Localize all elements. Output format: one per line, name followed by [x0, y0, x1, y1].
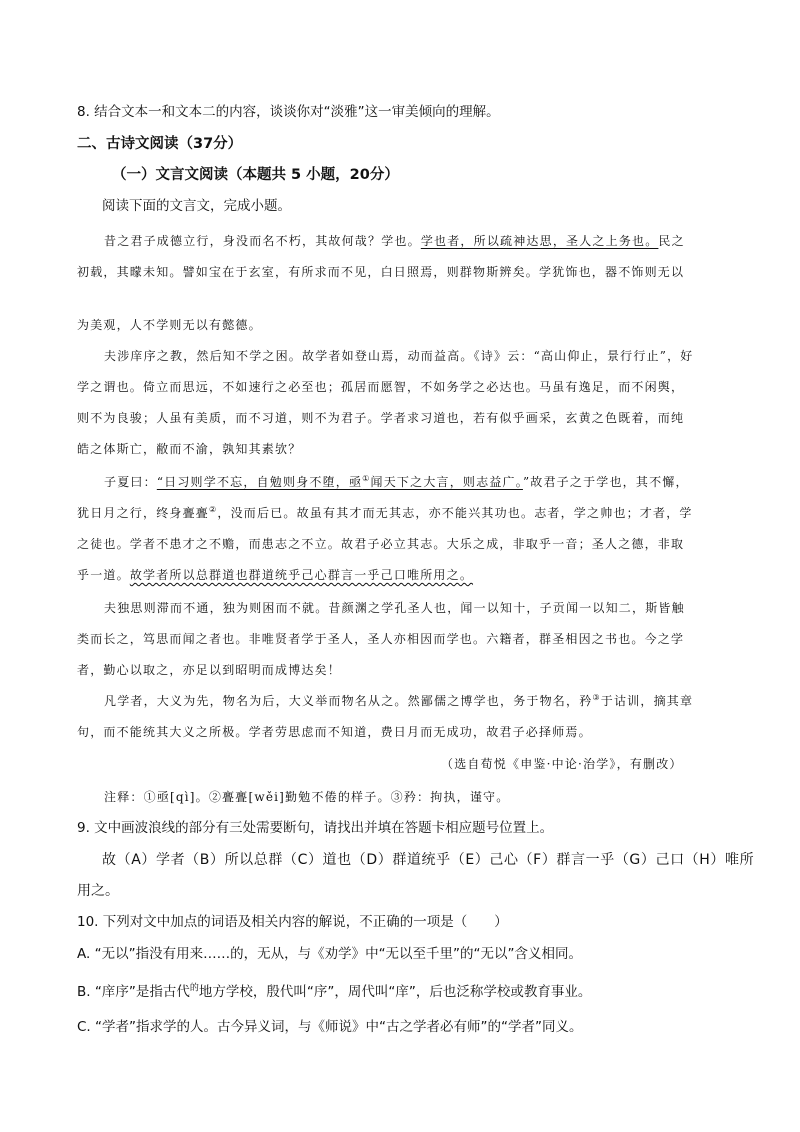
passage-p3-line4: [77, 565, 473, 585]
p3-quote-part2: 闻天下之大言，则志益广。: [370, 475, 523, 489]
wavy-underlined-sentence: 故学者所以总群道也群道统乎己心群言一乎己口唯所用之。: [129, 568, 474, 582]
p3-speaker: 子夏曰：: [104, 475, 157, 489]
passage-p2-line3: 则不为良骏；人虽有美质，而不习道，则不为君子。学者求习道也，若有似乎画采，玄黄之色既着，而纯: [77, 411, 685, 425]
p3-line4-a: 乎一道。: [77, 568, 130, 582]
passage-p2-line2: 学之谓也。倚立而思远，不如速行之必至也；孤居而愿智，不如务学之必达也。马虽有逸足，而不闲舆，: [77, 380, 685, 394]
footnote-marker-3: ③: [592, 693, 601, 702]
passage-p2-line1: 夫涉庠序之教，然后知不学之困。故学者如登山焉，动而益高。《诗》云：“高山仰止，景行行止”，好: [104, 349, 694, 363]
passage-p5-line1: [104, 691, 693, 711]
option-c[interactable]: [77, 1017, 582, 1037]
passage-p4-line1: 夫独思则滞而不通，独为则困而不就。昔颜渊之学孔圣人也，闻一以知十，子贡闻一以知二，斯皆触: [104, 601, 685, 615]
p3-line2-b: ，没而后已。故虽有其才而无其志，亦不能兴其功也。志者，学之帅也；才者，学: [217, 506, 693, 520]
p3-line2-a: 犹日月之行，终身亹亹: [77, 506, 210, 520]
passage-p1-line3: 为美观，人不学则无以有懿德。: [77, 318, 262, 332]
question-9-line2: 用之。: [77, 883, 119, 899]
section-title: 二、古诗文阅读（37分）: [77, 136, 243, 152]
question-9-line1: 故（A）学者（B）所以总群（C）道也（D）群道统乎（E）己心（F）群言一乎（G）己口（H）唯所: [102, 852, 755, 868]
passage-source: （选自荀悦《申鉴·中论·治学》，有删改）: [441, 757, 683, 771]
passage-p4-line3: 者，勤心以取之，亦足以到昭明而成博达矣！: [77, 663, 342, 677]
option-b-text-b: 地方学校，殷代叫“序”，周代叫“庠”，后也泛称学校或教育事业。: [198, 984, 592, 1000]
option-b[interactable]: [77, 982, 591, 1002]
passage-p1-line1: [104, 231, 685, 251]
question-9-stem: 9. 文中画波浪线的部分有三处需要断句，请找出并填在答题卡相应题号位置上。: [77, 820, 554, 836]
passage-p4-line2: 类而长之，笃思而闻之者也。非唯贤者学于圣人，圣人亦相因而学也。六籍者，群圣相因之书也。今之学: [77, 632, 685, 646]
subsection-title: （一）文言文阅读（本题共 5 小题，20分）: [112, 167, 399, 183]
option-c-text: C. “学者”指求学的人。古今异义词，与《师说》中“古之学者必有师”的“学者”同义。: [77, 1019, 583, 1035]
p3-underlined-quote: [157, 475, 523, 489]
option-a-text: A. “无以”指没有用来……的，无从，与《劝学》中“无以至千里”的“无以”含义相同。: [77, 946, 583, 962]
footnote-marker-2: ②: [209, 505, 218, 514]
p5-line1-a: 凡学者，大义为先，物名为后，大义举而物名从之。然鄙儒之博学也，务于物名，矜: [104, 694, 593, 708]
question-8: 8. 结合文本一和文本二的内容，谈谈你对“淡雅”这一审美倾向的理解。: [77, 104, 500, 120]
passage-p3-line1: [104, 472, 689, 492]
passage-p3-line3: 之徒也。学者不患才之不赡，而患志之不立。故君子必立其志。大乐之成，非取乎一音；圣人之德，非取: [77, 537, 685, 551]
p3-text-d: ”故君子之于学也，其不懈，: [522, 475, 689, 489]
passage-p2-line4: 皓之体斯亡，敝而不渝，孰知其素欤？: [77, 442, 302, 456]
p1-text-a: 昔之君子成德立行，身没而名不朽，其故何哉？学也。: [104, 234, 421, 248]
p5-line1-b: 于诂训，摘其章: [600, 694, 694, 708]
option-b-stray-char: 的: [189, 983, 199, 994]
passage-p5-line2: 句，而不能统其大义之所极。学者劳思虑而不知道，费日月而无成功，故君子必择师焉。: [77, 725, 592, 739]
option-a[interactable]: [77, 944, 582, 964]
question-10-stem: 10. 下列对文中加点的词语及相关内容的解说，不正确的一项是（ ）: [77, 914, 508, 930]
passage-p1-line2: 初载，其曚未知。譬如宝在于玄室，有所求而不见，白日照焉，则群物斯辨矣。学犹饰也，器不饰则无以: [77, 265, 685, 279]
option-b-text-a: B. “庠序”是指古代: [77, 984, 190, 1000]
p1-text-c: 民之: [658, 234, 685, 248]
passage-p3-line2: [77, 503, 693, 523]
footnote-marker-1: ①: [362, 474, 371, 483]
p3-quote-part1: “日习则学不忘，自勉则身不堕，亟: [156, 475, 363, 489]
p1-underlined-sentence: 学也者，所以疏神达思，圣人之上务也。: [420, 234, 659, 248]
reading-instruction: 阅读下面的文言文，完成小题。: [102, 198, 291, 214]
footnotes: 注释：①亟[qì]。②亹亹[wěi]勤勉不倦的样子。③矜：拘执，谨守。: [104, 790, 510, 804]
